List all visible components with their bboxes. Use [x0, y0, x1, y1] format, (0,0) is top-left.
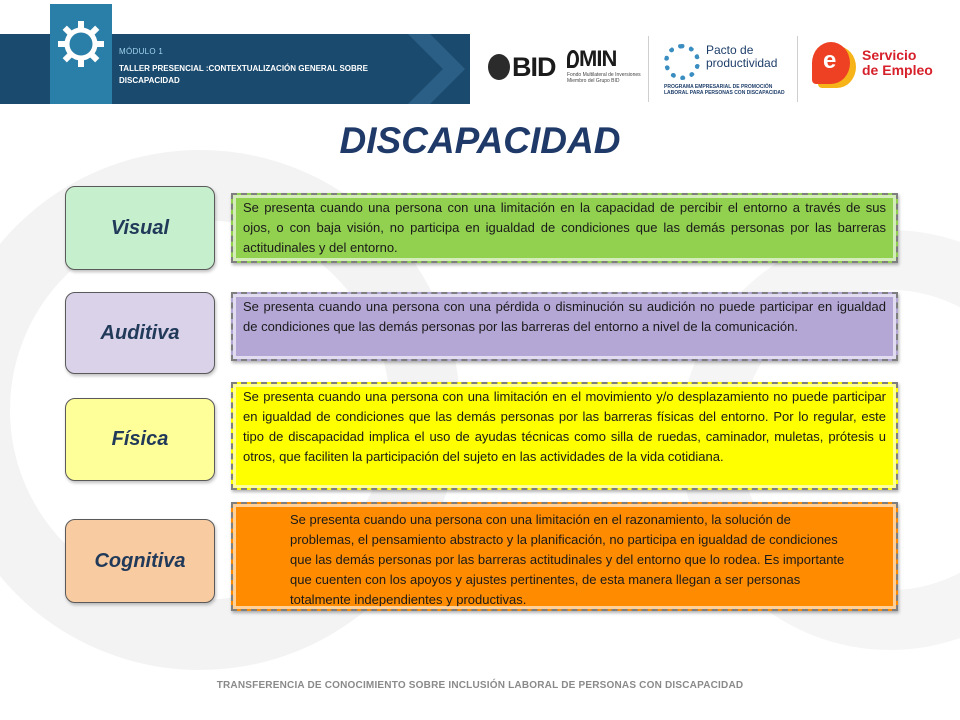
- fomin-logo: [567, 46, 647, 84]
- servicio-logo-text: Servicio de Empleo: [862, 47, 933, 78]
- category-fisica: Física: [65, 398, 215, 481]
- category-auditiva: Auditiva: [65, 292, 215, 374]
- gear-icon: [57, 20, 105, 68]
- page-title: DISCAPACIDAD: [339, 120, 621, 161]
- servicio-badge-icon: e: [812, 42, 850, 84]
- globe-icon: [488, 54, 510, 80]
- logo-divider: [797, 36, 798, 102]
- category-visual: Visual: [65, 186, 215, 270]
- description-fisica: Se presenta cuando una persona con una limitación en el movimiento y/o desplazamiento no puede participar en igualdad de condiciones que las demás personas por las barreras físicas del entorno. Por lo regular, este tipo de discapacidad implica el uso de ayudas técnicas como silla de ruedas, caminador, muletas, prótesis u otros, que faciliten la participación del sujeto en las actividades de la vida cotidiana.: [231, 382, 898, 490]
- header-chevron-icon: [408, 34, 468, 104]
- bid-logo-text: BID: [512, 52, 556, 82]
- fomin-logo-subtitle: Fondo Multilateral de Inversiones Miembro del Grupo BID: [567, 72, 641, 84]
- logo-divider: [648, 36, 649, 102]
- module-badge: [50, 4, 112, 104]
- description-auditiva: Se presenta cuando una persona con una pérdida o disminución su audición no puede participar en igualdad de condiciones que las demás personas por las barreras del entorno a nivel de la comunicación.: [231, 292, 898, 361]
- workshop-title: TALLER PRESENCIAL :CONTEXTUALIZACIÓN GENERAL SOBRE DISCAPACIDAD: [119, 64, 368, 85]
- fomin-logo-text: MIN: [567, 46, 647, 72]
- pacto-logo-title: Pacto de productividad: [706, 43, 778, 70]
- description-cognitiva: Se presenta cuando una persona con una limitación en el razonamiento, la solución de problemas, el pensamiento abstracto y la planificación, no participa en igualdad de condiciones que las demás personas por las barreras actitudinales y del entorno que lo rodea. Es importante que cuenten con los apoyos y ajustes pertinentes, de esta manera llegan a ser personas totalmente independientes y productivas.: [231, 502, 898, 611]
- fomin-mark-icon: [567, 50, 579, 68]
- bid-logo: [488, 52, 556, 83]
- description-visual: Se presenta cuando una persona con una limitación en la capacidad de percibir el entorno a través de sus ojos, o con baja visión, no participa en igualdad de condiciones que las demás personas por las barreras actitudinales y del entorno.: [231, 193, 898, 263]
- pacto-ring-icon: [664, 44, 700, 80]
- pacto-logo-subtitle: PROGRAMA EMPRESARIAL DE PROMOCIÓN LABORAL PARA PERSONAS CON DISCAPACIDAD: [664, 84, 785, 96]
- module-label: MÓDULO 1: [119, 47, 164, 56]
- category-cognitiva: Cognitiva: [65, 519, 215, 603]
- footer-text: TRANSFERENCIA DE CONOCIMIENTO SOBRE INCLUSIÓN LABORAL DE PERSONAS CON DISCAPACIDAD: [216, 680, 744, 691]
